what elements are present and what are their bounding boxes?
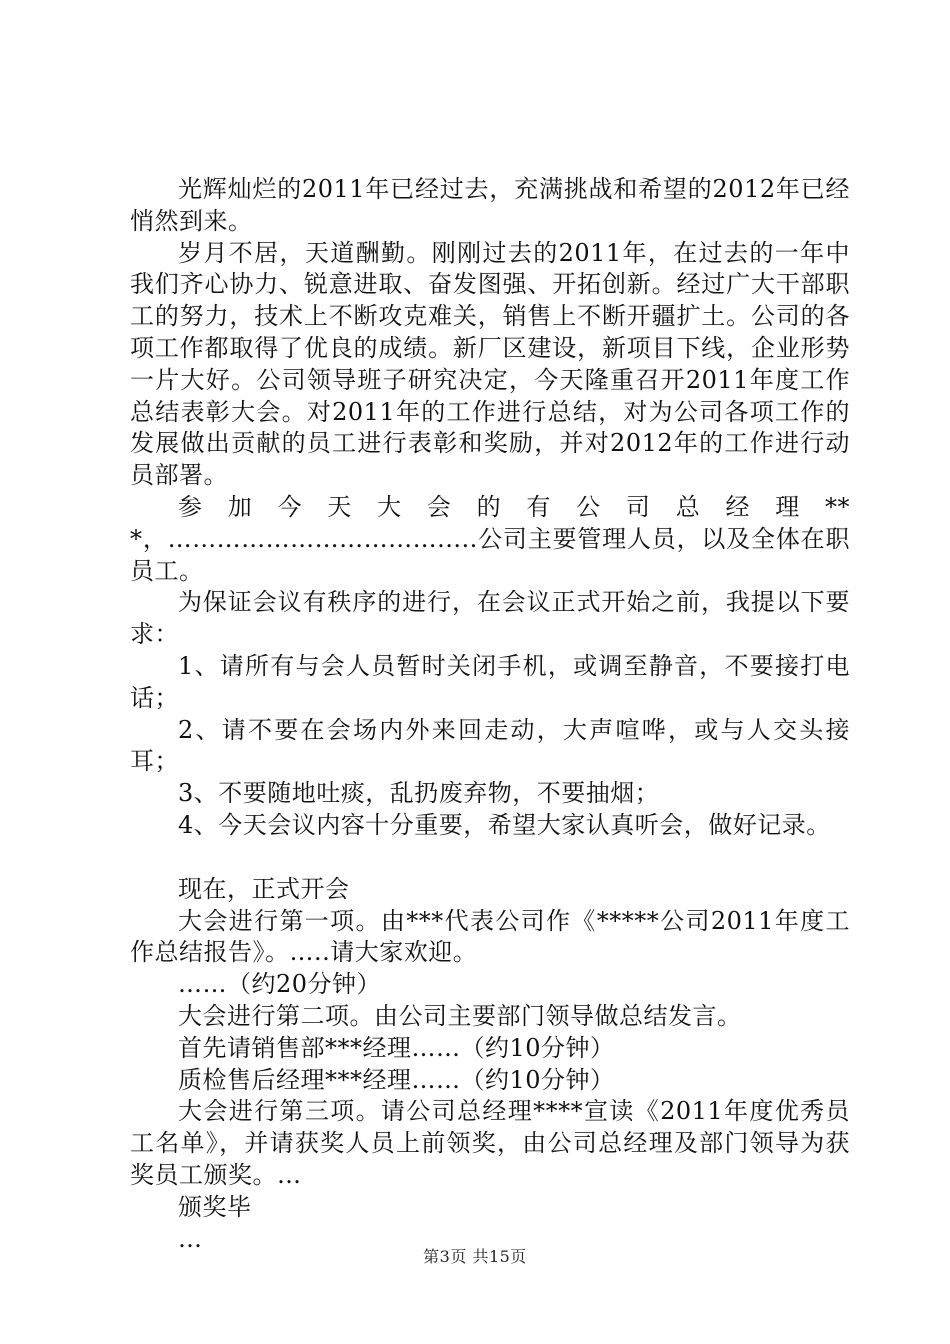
paragraph-meeting-start: 现在，正式开会 bbox=[178, 874, 350, 903]
paragraph-year-review: 岁月不居，天道酬勤。刚刚过去的2011年，在过去的一年中我们齐心协力、锐意进取、奋发图强、开拓创新。经过广大干部职工的努力，技术上不断攻克难关，销售上不断开疆扩土。公司的各项工作都取得了优良的成绩。新厂区建设，新项目下线，企业形势一片大好。公司领导班子研究决定，今天隆重召开2011年度工作总结表彰大会。对2011年的工作进行总结，对为公司各项工作的发展做出贡献的员工进行表彰和奖励，并对2012年的工作进行动员部署。 bbox=[130, 238, 850, 490]
paragraph-opening: 光辉灿烂的2011年已经过去，充满挑战和希望的2012年已经悄然到来。 bbox=[130, 175, 850, 235]
requirement-item-3: 3、不要随地吐痰，乱扔废弃物，不要抽烟； bbox=[178, 779, 660, 808]
paragraph-requirements-intro: 为保证会议有秩序的进行，在会议正式开始之前，我提以下要求： bbox=[130, 588, 850, 649]
requirement-item-1: 1、请所有与会人员暂时关闭手机，或调至静音，不要接打电话； bbox=[130, 651, 850, 712]
paragraph-agenda-item-1: 大会进行第一项。由***代表公司作《*****公司2011年度工作总结报告》。…..请大家欢迎。 bbox=[130, 906, 850, 967]
paragraph-ellipsis: … bbox=[178, 1224, 203, 1253]
page-number-footer: 第3页 共15页 bbox=[423, 1247, 527, 1266]
paragraph-sales-speech: 首先请销售部***经理……（约10分钟） bbox=[178, 1033, 615, 1062]
requirement-item-2: 2、请不要在会场内外来回走动，大声喧哗，或与人交头接耳； bbox=[130, 715, 850, 776]
paragraph-agenda-item-2: 大会进行第二项。由公司主要部门领导做总结发言。 bbox=[178, 1001, 742, 1030]
paragraph-attendees: 参加今天大会的有公司总经理***，…………………………….....公司主要管理人员，以及全体在职员工。 bbox=[130, 492, 850, 585]
paragraph-awards-done: 颁奖毕 bbox=[178, 1192, 252, 1221]
paragraph-duration-20: ……（约20分钟） bbox=[178, 970, 382, 999]
paragraph-qa-speech: 质检售后经理***经理……（约10分钟） bbox=[178, 1065, 615, 1094]
paragraph-agenda-item-3: 大会进行第三项。请公司总经理****宣读《2011年度优秀员工名单》，并请获奖人员上前领奖，由公司总经理及部门领导为获奖员工颁奖。… bbox=[130, 1097, 850, 1189]
requirement-item-4: 4、今天会议内容十分重要，希望大家认真听会，做好记录。 bbox=[178, 810, 831, 839]
document-body bbox=[130, 174, 850, 1255]
paragraph-spacer bbox=[130, 842, 850, 874]
